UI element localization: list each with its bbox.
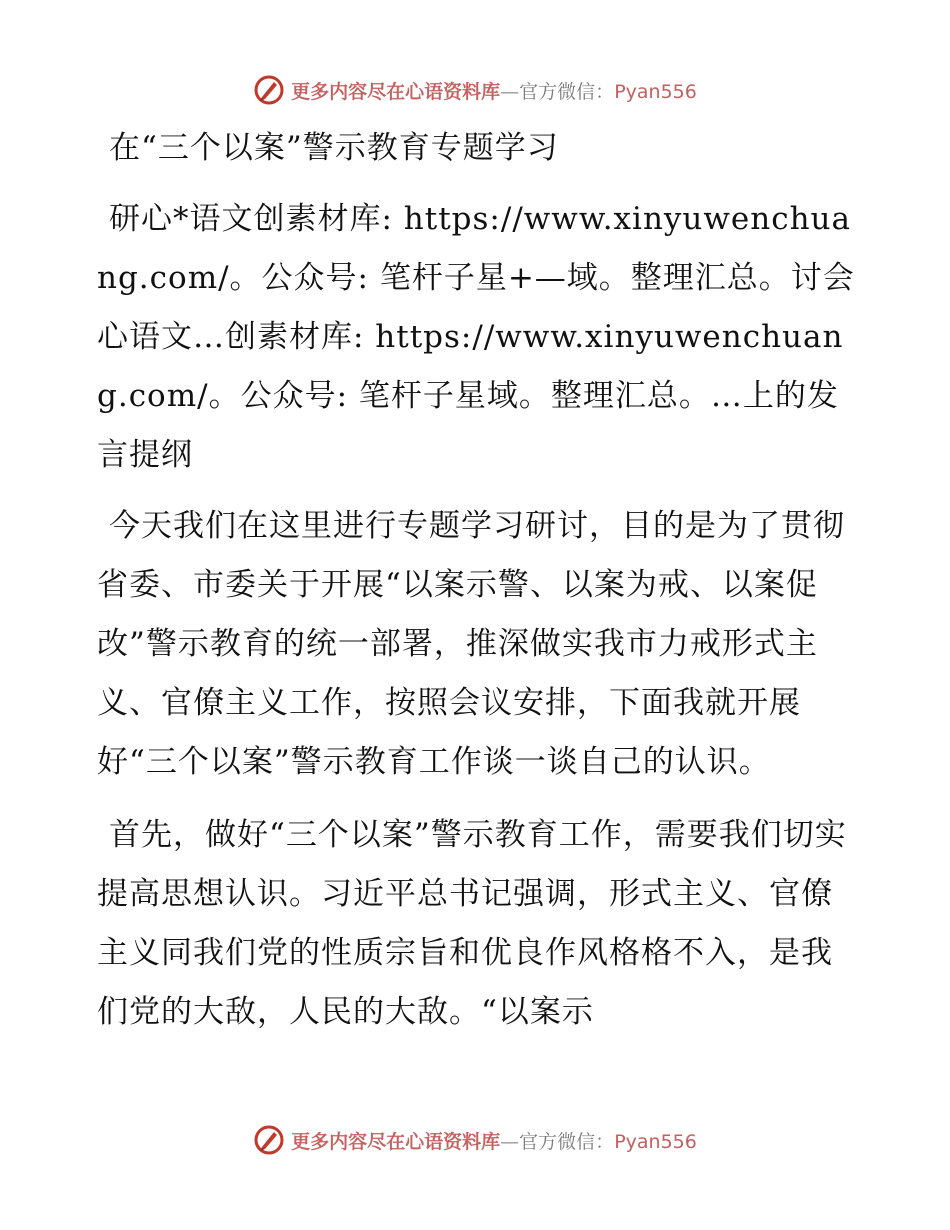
footer-banner [0, 1120, 950, 1160]
body-paragraph-1: 今天我们在这里进行专题学习研讨，目的是为了贯彻省委、市委关于开展“以案示警、以案为戒、以案促改”警示教育的统一部署，推深做实我市力戒形式主义、官僚主义工作，按照会议安排，下面我就开展好“三个以案”警示教育工作谈一谈自己的认识。 [97, 508, 845, 780]
source-paragraph: 研心*语文创素材库: https://www.xinyuwenchuang.com/。公众号: 笔杆子星+—域。整理汇总。讨会心语文…创素材库: https://www.xinyuwenchuang.com/。公众号: 笔杆子星域。整理汇总。…上的发言提纲 [97, 201, 855, 473]
body-paragraph-2: 首先，做好“三个以案”警示教育工作，需要我们切实提高思想认识。习近平总书记强调，形式主义、官僚主义同我们党的性质宗旨和优良作风格格不入，是我们党的大敌，人民的大敌。“以案示 [97, 817, 847, 1030]
pen-logo-icon [253, 1124, 285, 1156]
banner-sub-text: 官方微信： [519, 80, 615, 103]
banner-sub-text: 官方微信： [519, 1130, 615, 1153]
banner-main-text: 更多内容尽在心语资料库 [291, 80, 501, 103]
banner-main-text: 更多内容尽在心语资料库 [291, 1130, 501, 1153]
banner-separator: — [500, 80, 520, 103]
banner-text [291, 1127, 697, 1154]
banner-text [291, 77, 697, 104]
banner-wechat-id: Pyan556 [614, 1130, 697, 1153]
banner-wechat-id: Pyan556 [614, 80, 697, 103]
header-banner [0, 70, 950, 110]
document-body [97, 120, 857, 1042]
document-title: 在“三个以案”警示教育专题学习 [109, 130, 559, 166]
banner-separator: — [500, 1130, 520, 1153]
pen-logo-icon [253, 74, 285, 106]
